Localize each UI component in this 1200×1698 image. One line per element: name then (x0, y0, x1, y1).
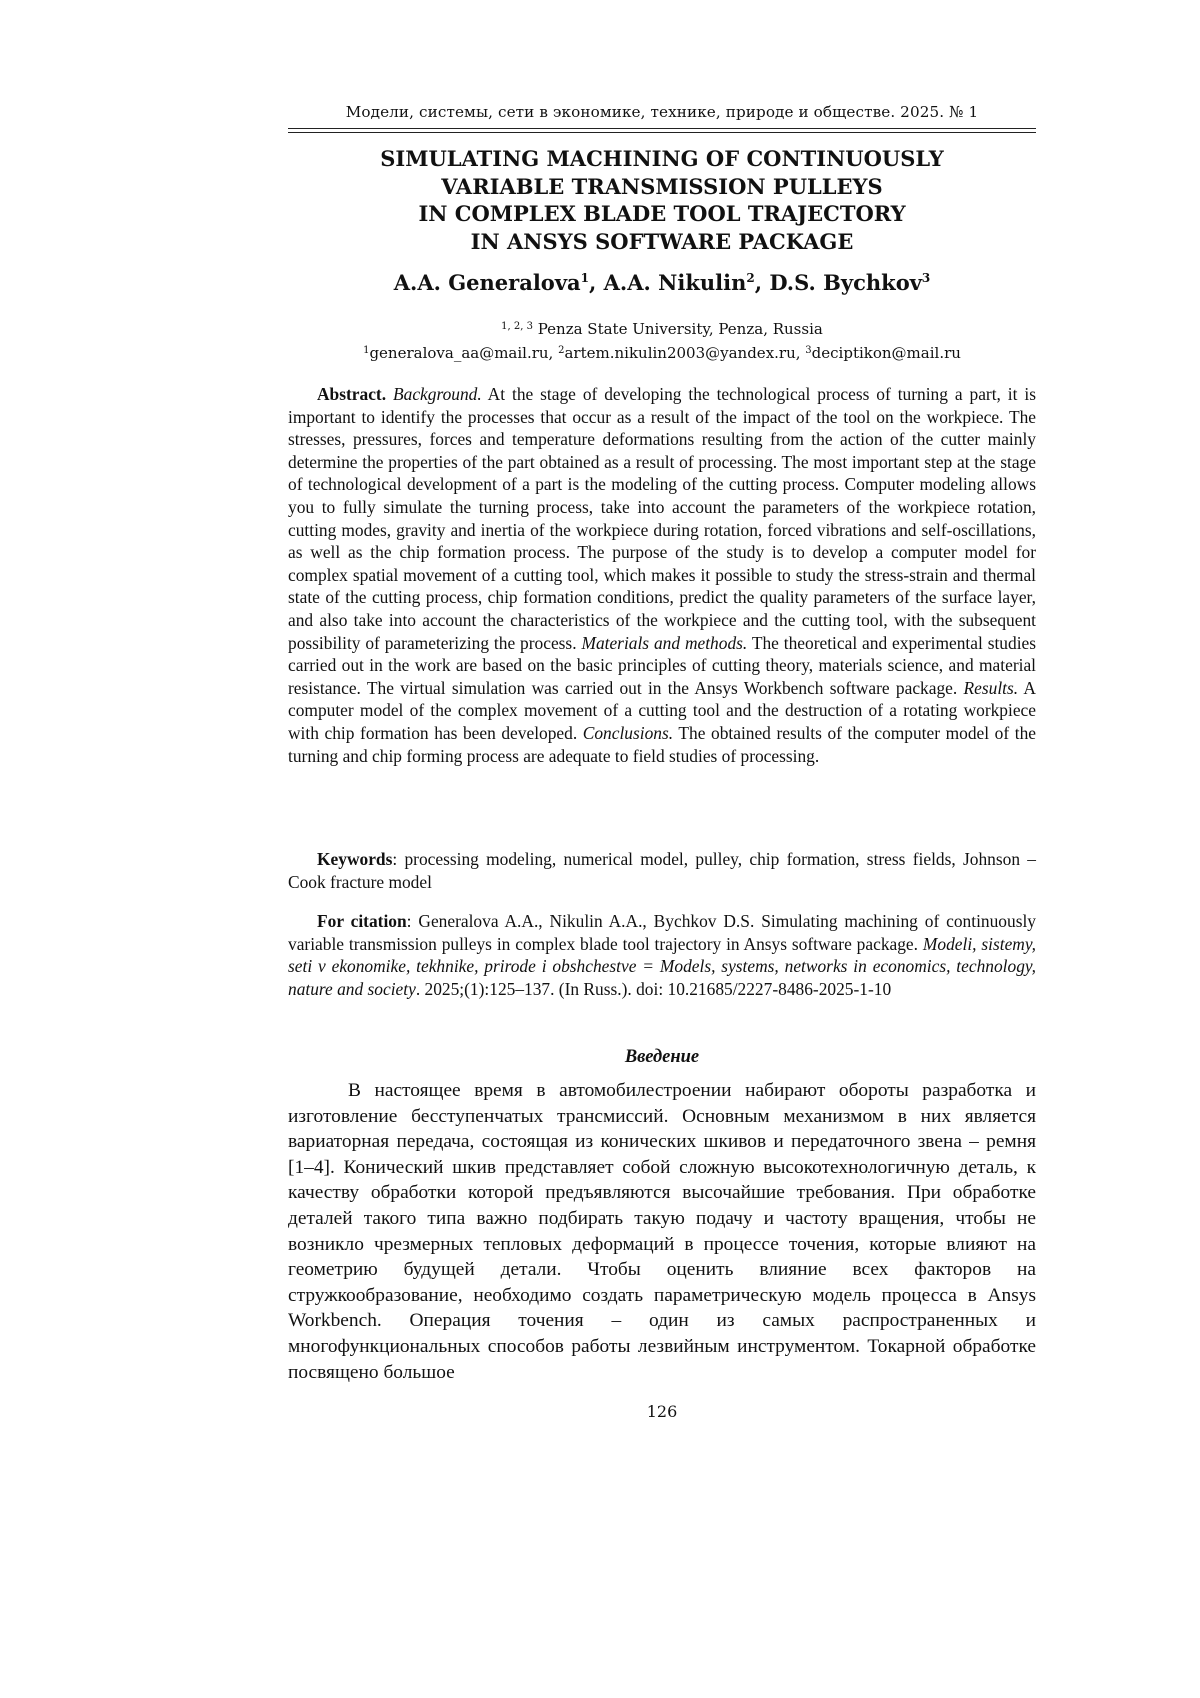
title-line: IN COMPLEX BLADE TOOL TRAJECTORY (418, 201, 906, 226)
email-link[interactable]: deciptikon@mail.ru (811, 344, 961, 362)
abstract-label: Abstract. (317, 384, 387, 404)
citation (288, 910, 1036, 1000)
background-label: Background. (393, 384, 482, 404)
keywords-paragraph (288, 848, 1036, 893)
conclusions-label: Conclusions. (582, 722, 674, 743)
author-name: A.A. Generalova (393, 270, 581, 295)
author-separator: , (754, 270, 770, 295)
title-line: SIMULATING MACHINING OF CONTINUOUSLY (380, 146, 944, 171)
citation-label: For citation (317, 911, 407, 931)
title-line: IN ANSYS SOFTWARE PACKAGE (470, 228, 854, 254)
email-index: 2 (558, 345, 565, 356)
abstract-text: A computer model of the complex movement of a cutting tool and the destruction of a rotating workpiece with chip formation has been developed. (288, 677, 1036, 743)
author-index: 3 (921, 271, 931, 285)
affiliation-line (288, 316, 1036, 340)
affiliation-index: 1, 2, 3 (501, 321, 533, 332)
abstract-text: At the stage of developing the technological process of turning a part, it is important to identify the processes that occur as a result of the impact of the tool on the workpiece. The stresses, pressures, forces and temperature deformations resulting from the action of the cutter mainly determine the properties of the part obtained as a result of processing. The most important step at the stage of technological development of a part is the modeling of the cutting process. Computer modeling allows you to fully simulate the turning process, take into account the parameters of the workpiece rotation, cutting modes, gravity and inertia of the workpiece during rotation, forced vibrations and self-oscillations, as well as the chip formation process. The purpose of the study is to develop a computer model for complex spatial movement of a cutting tool, which makes it possible to study the stress-strain and thermal state of the cutting process, chip formation conditions, predict the quality parameters of the surface layer, and also take into account the characteristics of the workpiece and the cutting tool, with the subsequent possibility of parameterizing the process. (288, 384, 1036, 653)
keywords-label: Keywords (317, 849, 393, 869)
affiliation (288, 316, 1036, 364)
authors (288, 270, 1036, 295)
citation-text: . 2025;(1):125–137. (In Russ.). doi: 10.21685/2227-8486-2025-1-10 (415, 978, 892, 999)
author-name: A.A. Nikulin (603, 270, 747, 295)
email-link[interactable]: generalova_aa@mail.ru, (369, 344, 559, 362)
section-heading: Введение (624, 1047, 700, 1067)
header-rule (288, 128, 1036, 133)
email-link[interactable]: artem.nikulin2003@yandex.ru, (564, 344, 806, 362)
body-paragraph: В настоящее время в автомобилестроении набирают обороты разработка и изготовление бесступенчатых трансмиссий. Основным механизмом в них является вариаторная передача, состоящая из конических шкивов и передаточного звена – ремня [1–4]. Конический шкив представляет собой сложную высокотехнологичную деталь, к качеству обработки которой предъявляются высочайшие требования. При обработке деталей такого типа важно подбирать такую подачу и частоту вращения, чтобы не возникло чрезмерных тепловых деформаций в процессе точения, которые влияют на геометрию будущей детали. Чтобы оценить влияние всех факторов на стружкообразование, необходимо создать параметрическую модель процесса в Ansys Workbench. Операция точения – один из самых распространенных и многофункциональных способов работы лезвийным инструментом. Токарной обработке посвящено большое (288, 1080, 1036, 1383)
results-label: Results. (963, 677, 1019, 698)
abstract-paragraph (288, 383, 1036, 767)
paper-title (288, 145, 1036, 255)
journal-name: Modeli, sistemy, seti v ekonomike, tekhnike, prirode i obshchestve = Models, systems, networks in economics, technology, nature and society (288, 933, 1036, 999)
title-line: VARIABLE TRANSMISSION PULLEYS (441, 173, 883, 199)
email-index: 1 (363, 345, 370, 356)
methods-label: Materials and methods. (581, 632, 748, 653)
abstract-text: The obtained results of the computer model of the turning and chip forming process are adequate to field studies of processing. (288, 722, 1036, 766)
citation-text: : Generalova A.A., Nikulin A.A., Bychkov D.S. Simulating machining of continuously variable transmission pulleys in complex blade tool trajectory in Ansys software package. (288, 911, 1036, 954)
email-index: 3 (805, 345, 812, 356)
running-head: Модели, системы, сети в экономике, технике, природе и обществе. 2025. № 1 (345, 103, 979, 121)
author-index: 1 (580, 271, 589, 285)
author-index: 2 (746, 271, 755, 285)
page-number: 126 (646, 1402, 678, 1421)
author-name: D.S. Bychkov (769, 270, 922, 295)
body-text (288, 1078, 1036, 1385)
author-separator: , (589, 270, 604, 295)
citation-paragraph (288, 910, 1036, 1000)
abstract (288, 383, 1036, 767)
emails-line (288, 340, 1036, 364)
abstract-text: The theoretical and experimental studies carried out in the work are based on the basic principles of cutting theory, materials science, and material resistance. The virtual simulation was carried out in the Ansys Workbench software package. (288, 632, 1037, 698)
affiliation-text: Penza State University, Penza, Russia (532, 320, 823, 338)
keywords (288, 848, 1036, 893)
keywords-text: : processing modeling, numerical model, pulley, chip formation, stress fields, Johnson – Cook fracture model (288, 849, 1036, 892)
